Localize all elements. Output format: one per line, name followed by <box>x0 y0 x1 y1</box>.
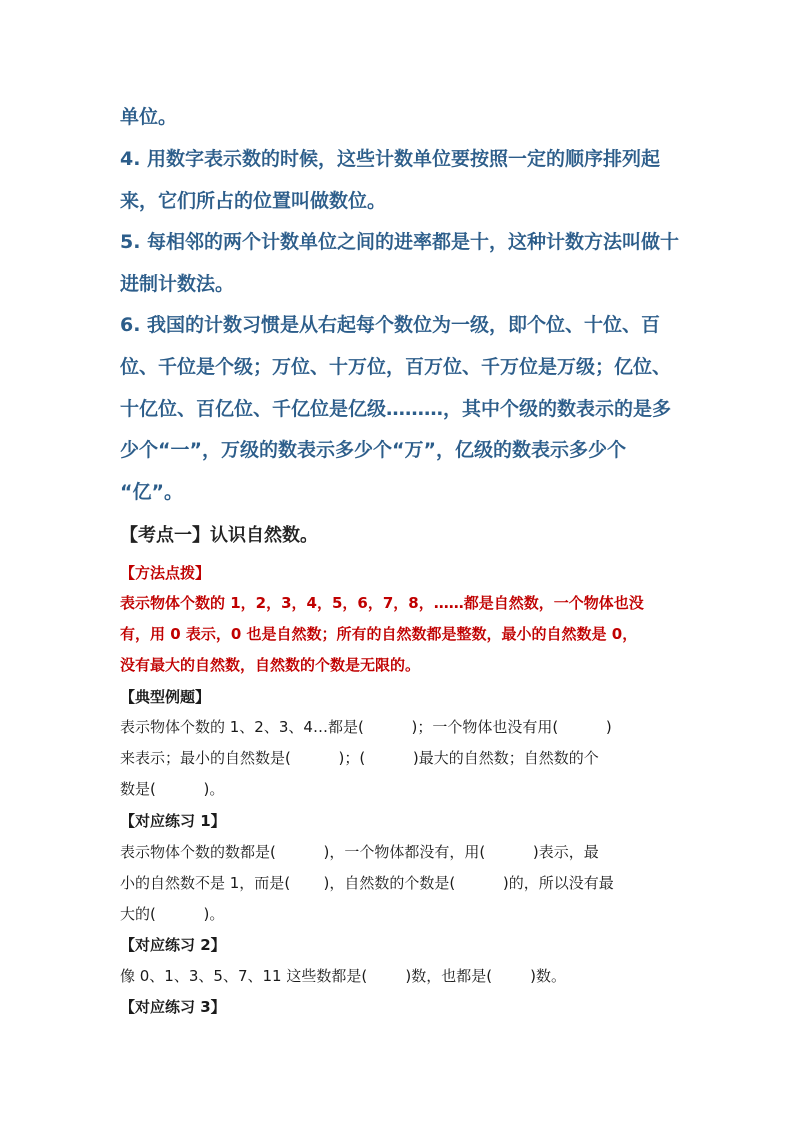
practice1-line-3: 大的( )。 <box>120 905 225 923</box>
intro-line-5: 进制计数法。 <box>120 273 235 295</box>
intro-line-10: “亿”。 <box>120 481 183 503</box>
practice1-label: 【对应练习 1】 <box>120 812 226 830</box>
intro-line-8: 十亿位、百亿位、千亿位是亿级………，其中个级的数表示的是多 <box>120 398 672 420</box>
intro-line-4: 5. 每相邻的两个计数单位之间的进率都是十，这种计数方法叫做十 <box>120 231 680 253</box>
example-line-2: 来表示；最小的自然数是( )；( )最大的自然数；自然数的个 <box>120 749 599 767</box>
practice1-line-2: 小的自然数不是 1，而是( )，自然数的个数是( )的，所以没有最 <box>120 874 614 892</box>
intro-line-3: 来，它们所占的位置叫做数位。 <box>120 190 387 212</box>
example-line-3: 数是( )。 <box>120 780 225 798</box>
intro-line-6: 6. 我国的计数习惯是从右起每个数位为一级，即个位、十位、百 <box>120 314 661 336</box>
method-line-2: 有，用 0 表示，0 也是自然数；所有的自然数都是整数，最小的自然数是 0， <box>120 625 638 643</box>
method-line-3: 没有最大的自然数，自然数的个数是无限的。 <box>120 656 421 674</box>
practice1-line-1: 表示物体个数的数都是( )，一个物体都没有，用( )表示，最 <box>120 843 599 861</box>
intro-line-9: 少个“一”，万级的数表示多少个“万”，亿级的数表示多少个 <box>120 439 626 461</box>
intro-line-1: 单位。 <box>120 106 178 128</box>
practice3-label: 【对应练习 3】 <box>120 998 226 1016</box>
method-line-1: 表示物体个数的 1，2，3，4，5，6，7，8，……都是自然数，一个物体也没 <box>120 594 644 612</box>
practice2-label: 【对应练习 2】 <box>120 936 226 954</box>
practice2-line-1: 像 0、1、3、5、7、11 这些数都是( )数，也都是( )数。 <box>120 967 567 985</box>
topic-heading: 【考点一】认识自然数。 <box>120 525 318 546</box>
intro-line-7: 位、千位是个级；万位、十万位，百万位、千万位是万级；亿位、 <box>120 356 672 378</box>
method-label: 【方法点拨】 <box>120 564 211 582</box>
intro-line-2: 4. 用数字表示数的时候，这些计数单位要按照一定的顺序排列起 <box>120 148 661 170</box>
example-line-1: 表示物体个数的 1、2、3、4…都是( )；一个物体也没有用( ) <box>120 718 612 736</box>
example-label: 【典型例题】 <box>120 688 211 706</box>
